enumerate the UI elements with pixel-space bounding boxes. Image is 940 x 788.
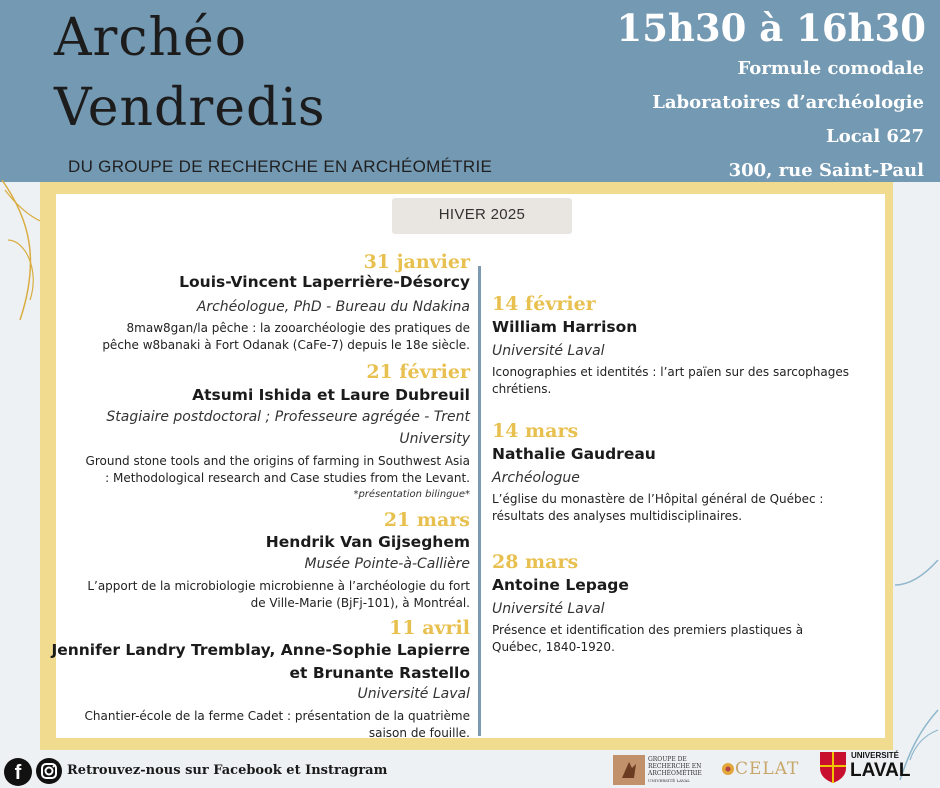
ulaval-logo-text-top: UNIVERSITÉ bbox=[851, 751, 900, 760]
ulaval-logo bbox=[818, 750, 911, 784]
event-date: 14 mars bbox=[492, 420, 579, 442]
event-description-line: 8maw8gan/la pêche : la zooarchéologie des pratiques de bbox=[126, 321, 470, 335]
info-format: Formule comodale bbox=[737, 58, 924, 79]
event-description-line: L’apport de la microbiologie microbienne à l’archéologie du fort bbox=[87, 579, 470, 593]
event-date: 28 mars bbox=[492, 551, 579, 573]
event-description-line: de Ville-Marie (BjFj-101), à Montréal. bbox=[250, 596, 470, 610]
ulaval-shield-icon bbox=[818, 750, 848, 784]
event-date: 21 février bbox=[366, 361, 470, 383]
event-description-line: : Methodological research and Case studies from the Levant. bbox=[105, 471, 470, 485]
groupe-logo-text: ARCHÉOMÉTRIE bbox=[648, 770, 702, 777]
event-speaker: Nathalie Gaudreau bbox=[492, 445, 656, 463]
social-media-callout: Retrouvez-nous sur Facebook et Instragram bbox=[67, 763, 388, 778]
event-description-line: Québec, 1840-1920. bbox=[492, 640, 615, 654]
event-speaker: Louis-Vincent Laperrière-Désorcy bbox=[179, 273, 470, 291]
event-date: 11 avril bbox=[389, 617, 470, 639]
event-speaker: Antoine Lepage bbox=[492, 576, 629, 594]
event-affiliation: Université Laval bbox=[492, 343, 605, 359]
groupe-logo-text: UNIVERSITÉ LAVAL bbox=[648, 778, 690, 783]
event-speaker: Atsumi Ishida et Laure Dubreuil bbox=[192, 386, 470, 404]
event-speaker: Jennifer Landry Tremblay, Anne-Sophie Lapierre bbox=[51, 641, 470, 659]
event-description-line: chrétiens. bbox=[492, 382, 552, 396]
event-date: 14 février bbox=[492, 293, 596, 315]
event-description-line: Présence et identification des premiers plastiques à bbox=[492, 623, 804, 637]
subtitle: DU GROUPE DE RECHERCHE EN ARCHÉOMÉTRIE bbox=[68, 157, 493, 176]
event-speaker: Hendrik Van Gijseghem bbox=[265, 533, 470, 551]
celat-logo-text: CELAT bbox=[735, 759, 800, 779]
title-line-1: Archéo bbox=[54, 8, 248, 68]
event-date: 21 mars bbox=[383, 509, 470, 531]
instagram-icon[interactable] bbox=[36, 758, 62, 784]
event-affiliation: Archéologue, PhD - Bureau du Ndakina bbox=[196, 299, 470, 315]
event-description-line: Ground stone tools and the origins of farming in Southwest Asia bbox=[85, 454, 470, 468]
event-description-line: pêche w8banaki à Fort Odanak (CaFe-7) depuis le 18e siècle. bbox=[102, 338, 470, 352]
event-speaker: William Harrison bbox=[492, 318, 638, 336]
event-description-line: saison de fouille. bbox=[368, 726, 470, 740]
column-divider bbox=[478, 266, 481, 736]
groupe-logo-mark-icon bbox=[612, 754, 646, 786]
title-line-2: Vendredis bbox=[54, 78, 326, 138]
bilingual-note: *présentation bilingue* bbox=[353, 489, 470, 500]
groupe-recherche-logo bbox=[612, 754, 710, 786]
leaf-decoration-right bbox=[890, 560, 940, 780]
event-speaker: et Brunante Rastello bbox=[289, 664, 470, 682]
event-affiliation: Université Laval bbox=[357, 686, 470, 702]
groupe-logo-text: RECHERCHE EN bbox=[648, 763, 702, 770]
celat-logo bbox=[721, 758, 800, 782]
event-affiliation: Archéologue bbox=[492, 470, 580, 486]
groupe-logo-text: GROUPE DE bbox=[648, 756, 687, 763]
season-label: HIVER 2025 bbox=[438, 206, 526, 223]
info-room: Local 627 bbox=[826, 126, 924, 147]
event-description-line: Iconographies et identités : l’art païen sur des sarcophages bbox=[492, 365, 850, 379]
facebook-icon[interactable]: f bbox=[4, 758, 32, 786]
event-affiliation: Stagiaire postdoctoral ; Professeure agrégée - Trent bbox=[106, 409, 470, 425]
event-affiliation: Musée Pointe-à-Callière bbox=[304, 556, 470, 572]
event-time: 15h30 à 16h30 bbox=[616, 6, 926, 50]
celat-logo-mark-icon bbox=[721, 762, 735, 776]
event-description-line: résultats des analyses multidisciplinaires. bbox=[492, 509, 743, 523]
event-affiliation: University bbox=[399, 431, 470, 447]
ulaval-logo-text-bottom: LAVAL bbox=[850, 760, 911, 781]
info-lab: Laboratoires d’archéologie bbox=[652, 92, 924, 113]
event-description-line: Chantier-école de la ferme Cadet : présentation de la quatrième bbox=[84, 709, 470, 723]
info-address: 300, rue Saint-Paul bbox=[728, 160, 924, 181]
event-affiliation: Université Laval bbox=[492, 601, 605, 617]
event-date: 31 janvier bbox=[363, 251, 470, 273]
event-description-line: L’église du monastère de l’Hôpital général de Québec : bbox=[492, 492, 824, 506]
